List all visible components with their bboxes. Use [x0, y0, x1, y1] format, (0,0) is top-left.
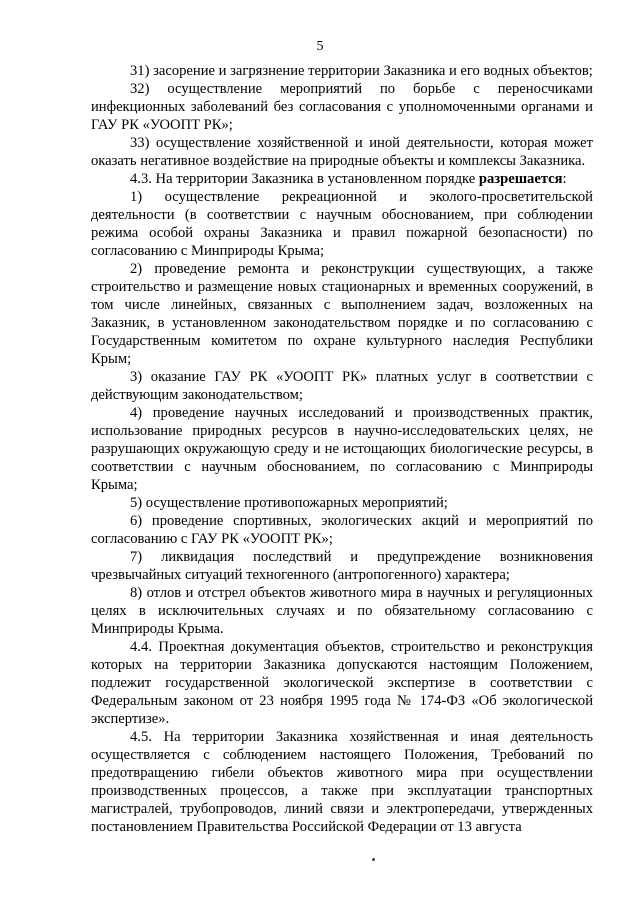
list-item-5: 5) осуществление противопожарных мероприятий; — [130, 495, 448, 511]
list-item-33: 33) осуществление хозяйственной и иной деятельности, которая может оказать негативное воздействие на природные объекты и комплексы Заказника. — [91, 135, 593, 169]
list-item-6: 6) проведение спортивных, экологических акций и мероприятий по согласованию с ГАУ РК «УООПТ РК»; — [91, 513, 593, 547]
section-4-4: 4.4. Проектная документация объектов, строительство и реконструкция которых на территории Заказника допускаются настоящим Положением, подлежит государственной экологической экспертизе в соответствии с Федеральным законом от 23 ноября 1995 года № 174-ФЗ «Об экологической экспертизе». — [91, 639, 593, 727]
document-body — [91, 62, 593, 836]
list-item-4: 4) проведение научных исследований и производственных практик, использование природных ресурсов в научно-исследовательских целях, не разрушающих окружающую среду и не истощающих биологические ресурсы, в соответствии с научным обоснованием, по согласованию с Минприроды Крыма; — [91, 405, 593, 493]
list-item-7: 7) ликвидация последствий и предупреждение возникновения чрезвычайных ситуаций техногенного (антропогенного) характера; — [91, 549, 593, 583]
section-4-3-lead: 4.3. На территории Заказника в установленном порядке — [130, 171, 479, 187]
scan-speck — [372, 858, 375, 861]
list-item-2: 2) проведение ремонта и реконструкции существующих, а также строительство и размещение новых стационарных и временных сооружений, в том числе линейных, связанных с выполнением задач, возложенных на Заказник, в установленном законодательством порядке и по согласованию с Государственным комитетом по охране культурного наследия Республики Крым; — [91, 261, 593, 367]
list-item-32: 32) осуществление мероприятий по борьбе с переносчиками инфекционных заболеваний без согласования с уполномоченными органами и ГАУ РК «УООПТ РК»; — [91, 81, 593, 133]
section-4-3-tail: : — [562, 171, 567, 187]
section-4-5: 4.5. На территории Заказника хозяйственная и иная деятельность осуществляется с соблюдением настоящего Положения, Требований по предотвращению гибели объектов животного мира при осуществлении производственных процессов, а также при эксплуатации транспортных магистралей, трубопроводов, линий связи и электропередачи, утвержденных постановлением Правительства Российской Федерации от 13 августа — [91, 729, 593, 835]
list-item-8: 8) отлов и отстрел объектов животного мира в научных и регуляционных целях в исключительных случаях и по обязательному согласованию с Минприроды Крыма. — [91, 585, 593, 637]
page-number: 5 — [316, 39, 324, 54]
list-item-31: 31) засорение и загрязнение территории Заказника и его водных объектов; — [130, 63, 593, 79]
list-item-3: 3) оказание ГАУ РК «УООПТ РК» платных услуг в соответствии с действующим законодательством; — [91, 369, 593, 403]
section-4-3-bold-term: разрешается — [478, 171, 563, 187]
section-4-3 — [91, 170, 593, 188]
list-item-1: 1) осуществление рекреационной и эколого-просветительской деятельности (в соответствии с научным обоснованием, при соблюдении режима особой охраны Заказника и правил пожарной безопасности) по согласованию с Минприроды Крыма; — [91, 189, 593, 259]
